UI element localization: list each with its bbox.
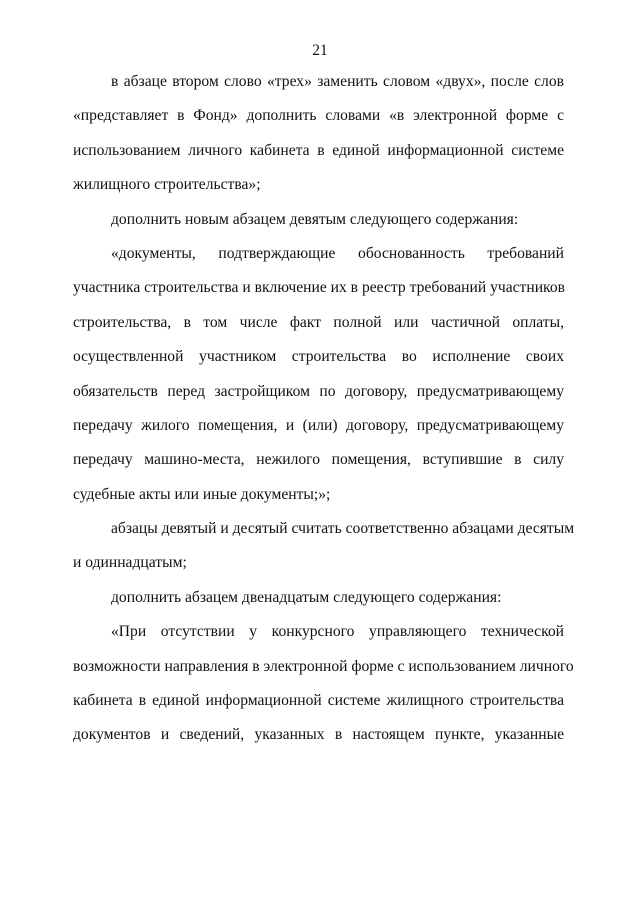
text-line: «При отсутствии у конкурсного управляющего технической	[111, 623, 564, 641]
text-line: в абзаце втором слово «трех» заменить словом «двух», после слов	[111, 73, 564, 90]
text-line: осуществленной участником строительства во исполнение своих	[73, 348, 564, 366]
text-line: документов и сведений, указанных в настоящем пункте, указанные	[73, 726, 564, 744]
text-line: обязательств перед застройщиком по договору, предусматривающему	[73, 382, 564, 400]
text-line: дополнить новым абзацем девятым следующего содержания:	[111, 210, 519, 228]
text-line: «документы, подтверждающие обоснованность требований	[111, 244, 564, 262]
text-line: кабинета в единой информационной системе жилищного строительства	[73, 692, 564, 710]
text-line: возможности направления в электронной форме с использованием личного	[73, 657, 574, 675]
text-line: «представляет в Фонд» дополнить словами «в электронной форме с	[73, 107, 564, 125]
text-line: дополнить абзацем двенадцатым следующего содержания:	[111, 588, 502, 606]
text-line: и одиннадцатым;	[73, 554, 187, 572]
text-line: жилищного строительства»;	[73, 176, 261, 194]
text-line: использованием личного кабинета в единой информационной системе	[73, 141, 564, 159]
text-line: передачу машино-места, нежилого помещения, вступившие в силу	[73, 451, 564, 469]
text-line: участника строительства и включение их в реестр требований участников	[73, 279, 565, 297]
page-number: 21	[312, 42, 328, 59]
body-text	[73, 72, 575, 760]
text-line: передачу жилого помещения, и (или) договору, предусматривающему	[73, 416, 564, 434]
text-line: абзацы девятый и десятый считать соответственно абзацами десятым	[111, 520, 575, 538]
text-line: строительства, в том числе факт полной или частичной оплаты,	[73, 313, 564, 331]
text-line: судебные акты или иные документы;»;	[73, 485, 331, 503]
